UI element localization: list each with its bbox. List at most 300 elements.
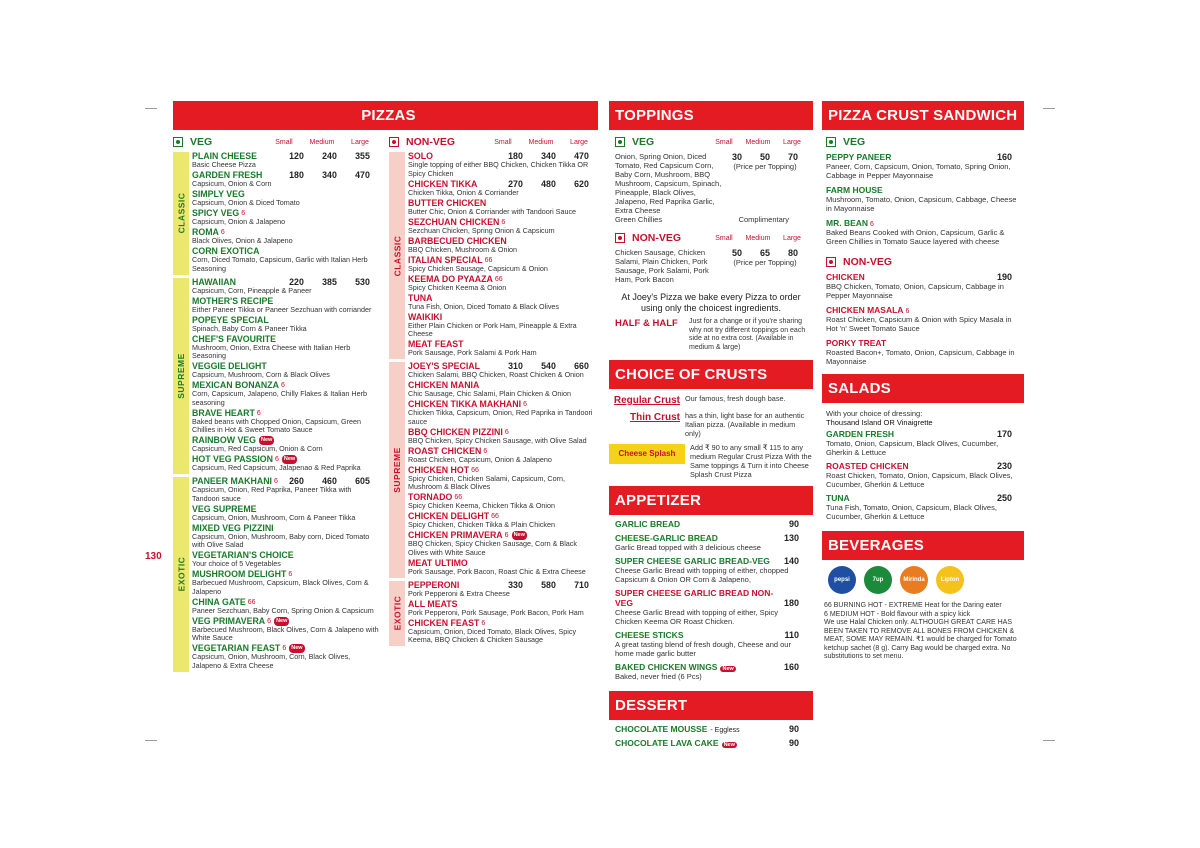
item-price: 230 — [996, 461, 1012, 471]
item-name: VEGETARIAN'S CHOICE — [192, 550, 294, 560]
salads-title: SALADS — [822, 374, 1024, 403]
pizza-section — [173, 278, 379, 475]
price: 620 — [574, 178, 589, 189]
crust-name: Regular Crust — [613, 395, 680, 406]
price: 605 — [355, 476, 370, 486]
tagline: At Joey's Pizza we bake every Pizza to order using only the choicest ingredients. — [621, 292, 801, 313]
menu-item — [408, 294, 598, 312]
price: 270 — [508, 178, 523, 189]
item-desc: Paneer, Corn, Capsicum, Onion, Tomato, Spring Onion, Cabbage in Pepper Mayonnaise — [826, 162, 1011, 180]
menu-item — [408, 340, 598, 358]
section-label: SUPREME — [389, 362, 405, 578]
price: 530 — [355, 276, 370, 287]
item-desc: BBQ Chicken, Spicy Chicken Sausage, Corn & Black Olives with White Sauce — [408, 539, 577, 557]
price: 340 — [322, 170, 337, 180]
menu-item — [192, 570, 379, 596]
menu-item — [408, 619, 598, 645]
half-half-label: HALF & HALF — [615, 318, 678, 329]
veg-mark-icon — [173, 137, 183, 147]
item-suffix: - Eggless — [710, 726, 740, 734]
nonveg-mark-icon — [615, 233, 625, 243]
new-badge: New — [722, 665, 734, 672]
item-name: POPEYE SPECIAL — [192, 314, 269, 325]
item-list — [189, 477, 379, 672]
pizza-section — [173, 152, 379, 275]
menu-item — [192, 247, 379, 273]
item-prices — [280, 171, 379, 180]
chili-icon: 6 — [274, 456, 279, 463]
nonveg-heading: NON-VEG — [406, 136, 456, 148]
menu-item — [192, 297, 379, 315]
item-price: 130 — [783, 532, 799, 543]
item-name: TUNA — [408, 292, 433, 303]
item-desc: Spicy Chicken Keema & Onion — [408, 282, 507, 292]
chili-icon: 6 — [905, 308, 910, 315]
item-desc: BBQ Chicken, Tomato, Onion, Capsicum, Cabbage in Pepper Mayonnaise — [826, 282, 1004, 300]
price: 710 — [574, 579, 589, 590]
menu-item — [192, 190, 379, 208]
item-name: PORKY TREAT — [826, 338, 887, 348]
menu-item — [826, 493, 1020, 521]
item-price: 190 — [996, 272, 1012, 282]
chili-icon: 6 — [281, 382, 285, 389]
item-desc: Butter Chic, Onion & Corriander with Tandoori Sauce — [408, 206, 577, 216]
menu-item — [408, 447, 598, 465]
item-name: ITALIAN SPECIAL — [408, 254, 483, 265]
menu-item — [615, 630, 807, 658]
menu-item — [192, 316, 379, 334]
item-name: PLAIN CHEESE — [192, 151, 258, 161]
item-desc: Capsicum, Onion, Mushroom, Baby corn, Diced Tomato with Olive Salad — [192, 531, 370, 549]
item-name: CHICKEN TIKKA — [408, 178, 478, 189]
menu-item — [408, 180, 598, 198]
item-name: BUTTER CHICKEN — [408, 197, 487, 208]
item-name: RAINBOW VEG — [192, 435, 257, 445]
item-name: BRAVE HEART — [192, 407, 255, 418]
menu-item — [192, 524, 379, 550]
menu-item — [192, 505, 379, 523]
veg-mark-icon — [615, 137, 625, 147]
item-desc: Baked, never fried (6 Pcs) — [615, 671, 702, 681]
item-name: MEAT FEAST — [408, 339, 464, 349]
item-desc: Cheese Garlic Bread with topping of either, Spicy Chicken Keema OR Roast Chicken. — [615, 607, 779, 626]
chili-icon: 6 — [481, 619, 486, 627]
price: 480 — [541, 178, 556, 189]
item-name: KEEMA DO PYAAZA — [408, 273, 493, 284]
crusts-title: CHOICE OF CRUSTS — [609, 360, 813, 389]
dessert-title: DESSERT — [609, 691, 813, 720]
item-name: MR. BEAN — [826, 218, 869, 228]
chili-icon: 66 — [491, 513, 499, 520]
item-desc: Roast Chicken, Capsicum, Onion & Jalapeno — [408, 454, 552, 464]
item-name: VEG SUPREME — [192, 503, 257, 514]
menu-item — [192, 455, 379, 473]
item-name: CHICKEN MANIA — [408, 380, 480, 390]
crust-desc: has a thin, light base for an authentic Italian pizza. (Available in medium only) — [685, 411, 805, 438]
menu-item — [408, 428, 598, 446]
menu-item — [615, 556, 807, 584]
item-desc: Chicken Tikka, Capsicum, Onion, Red Paprika in Tandoori sauce — [408, 408, 593, 426]
item-desc: Single topping of either BBQ Chicken, Chicken Tikka OR Spicy Chicken — [408, 160, 589, 178]
menu-item — [615, 724, 807, 734]
beverage-logo-icon: pepsi — [828, 566, 856, 594]
item-desc: Spicy Chicken, Chicken Tikka & Plain Chicken — [408, 520, 556, 529]
menu-item — [826, 185, 1020, 213]
menu-item — [615, 519, 807, 529]
price: 120 — [289, 151, 304, 161]
item-name: CORN EXOTICA — [192, 246, 260, 256]
item-name: TORNADO — [408, 492, 453, 502]
item-price: 250 — [996, 493, 1012, 503]
item-name: MIXED VEG PIZZINI — [192, 522, 274, 533]
item-desc: Either Plain Chicken or Pork Ham, Pineapple & Extra Cheese — [408, 320, 577, 338]
item-list — [189, 152, 379, 275]
menu-item — [192, 551, 379, 569]
item-desc: Chicken Salami, BBQ Chicken, Roast Chicken & Onion — [408, 370, 584, 379]
item-price: 90 — [788, 723, 799, 734]
new-badge: New — [291, 645, 303, 651]
price: 470 — [574, 151, 589, 161]
price: 240 — [322, 151, 337, 161]
crust-desc: Our famous, fresh dough base. — [685, 394, 786, 403]
menu-item — [408, 493, 598, 511]
menu-item — [192, 362, 379, 380]
item-name: ROASTED CHICKEN — [826, 461, 909, 471]
menu-item — [408, 152, 598, 178]
item-desc: BBQ Chicken, Mushroom & Onion — [408, 244, 518, 254]
item-name: PANEER MAKHANI — [192, 476, 272, 486]
chili-icon: 6 — [220, 229, 225, 236]
menu-item — [192, 381, 379, 407]
menu-item — [826, 338, 1020, 366]
item-name: ROAST CHICKEN — [408, 445, 482, 456]
item-list — [405, 362, 598, 578]
appetizer-title: APPETIZER — [609, 486, 813, 515]
item-name: JOEY'S SPECIAL — [408, 361, 480, 371]
item-name: CHINA GATE — [192, 596, 246, 607]
item-list — [405, 152, 598, 359]
item-name: ALL MEATS — [408, 598, 458, 609]
item-name: BARBECUED CHICKEN — [408, 235, 507, 246]
chili-icon: 66 — [454, 494, 463, 501]
section-label: CLASSIC — [173, 152, 189, 275]
price: 460 — [322, 476, 337, 486]
item-name: GARDEN FRESH — [192, 170, 263, 180]
item-name: CHICKEN DELIGHT — [408, 511, 490, 521]
chili-icon: 6 — [870, 221, 874, 228]
section-label: EXOTIC — [173, 477, 189, 672]
item-name: MOTHER'S RECIPE — [192, 295, 274, 306]
nonveg-pizza-column: NON-VEG Small Medium Large CLASSIC SOLO 180 340 470 Single topping of either BBQ Chicken, Chicken Tikka OR Spicy Chicken CHICKEN TIKKA 270 480 620 Chicken Tikka, Onion & Corriander BUTTER CHICKEN Butter Chic, Onion & Corriander with Tandoori Sauce SEZCHUAN CHICKEN 6 Sezchuan Chicken, Spring Onion & Capsicum BARBECUED CHICKEN BBQ Chicken, Mushroom & Onion ITALIAN SPECIAL 66 Spicy Chicken Sausage, Capsicum & Onion KEEMA DO PYAAZA 66 Spicy Chicken Keema & Onion TUNA Tuna Fish, Onion, Diced Tomato & Black Olives WAIKIKI Either Plain Chicken or Pork Ham, Pineapple & Extra Cheese MEAT FEAST Pork Sausage, Pork Salami & Pork Ham SUPREME JOEY'S SPECIAL 310 540 660 Chicken Salami, BBQ Chicken, Roast Chicken & Onion CHICKEN MANIA Chic Sausage, Chic Salami, Plain Chicken & Onion CHICKEN TIKKA MAKHANI 6 Chicken Tikka, Capsicum, Onion, Red Paprika in Tandoori sauce BBQ CHICKEN PIZZINI 6 BBQ Chicken, Spicy Chicken Sausage, with Olive Salad ROAST CHICKEN 6 Roast Chicken, Capsicum, Onion & Jalapeno CHICKEN HOT 66 Spicy Chicken, Chicken Salami, Capsicum, Corn, Mushroom & Black Olives TORNADO 66 Spicy Chicken Keema, Chicken Tikka & Onion CHICKEN DELIGHT 66 Spicy Chicken, Chicken Tikka & Plain Chicken CHICKEN PRIMAVERA 6 New BBQ Chicken, Spicy Chicken Sausage, Corn & Black Olives with White Sauce MEAT ULTIMO Pork Sausage, Pork Bacon, Roast Chic & Extra Cheese EXOTIC PEPPERONI 330 580 710 Pork Pepperoni & Extra Cheese ALL MEATS Pork Pepperoni, Pork Sausage, Pork Bacon, Pork Ham CHICKEN FEAST 6 Capsicum, Onion, Diced Tomato, Black Olives, Spicy Keema, BBQ Chicken & Chicken Sausage — [389, 130, 598, 675]
item-desc: Baked Beans Cooked with Onion, Capsicum, Garlic & Green Chillies in Tomato Sauce layered with cheese — [826, 228, 1005, 246]
menu-item — [408, 466, 598, 492]
item-name: HAWAIIAN — [192, 276, 236, 287]
item-desc: Roast Chicken, Tomato, Onion, Capsicum, Black Olives, Cucumber, Gherkin & Lettuce — [826, 471, 1013, 489]
item-list — [189, 278, 379, 475]
menu-item — [408, 400, 598, 426]
menu-item — [408, 275, 598, 293]
chili-icon: 6 — [267, 617, 272, 625]
new-badge: New — [513, 532, 525, 538]
item-name: SEZCHUAN CHICKEN — [408, 216, 500, 227]
chili-icon: 66 — [484, 256, 493, 264]
menu-item — [826, 429, 1020, 457]
chili-icon: 66 — [247, 598, 256, 606]
menu-item — [192, 278, 379, 296]
section-label: EXOTIC — [389, 581, 405, 647]
item-name: CHEESE STICKS — [615, 629, 684, 640]
item-desc: Chic Sausage, Chic Salami, Plain Chicken & Onion — [408, 389, 571, 398]
pizza-section — [173, 477, 379, 672]
chili-icon: 6 — [282, 645, 287, 652]
new-badge: New — [261, 437, 273, 443]
item-name: CHEESE-GARLIC BREAD — [615, 532, 718, 543]
item-name: GARLIC BREAD — [615, 518, 681, 529]
veg-mark-icon — [826, 137, 836, 147]
pizza-section — [389, 152, 598, 359]
beverage-logo-icon: Mirinda — [900, 566, 928, 594]
menu-item — [192, 152, 379, 170]
item-price: 90 — [788, 518, 799, 529]
item-name: CHEF'S FAVOURITE — [192, 333, 277, 344]
item-name: BAKED CHICKEN WINGS — [615, 661, 718, 672]
item-name: CHICKEN FEAST — [408, 617, 480, 628]
chili-icon: 6 — [241, 210, 246, 217]
item-price: 170 — [996, 429, 1012, 439]
menu-item — [826, 218, 1020, 246]
new-badge: New — [276, 617, 288, 624]
item-desc: Spinach, Baby Corn & Paneer Tikka — [192, 323, 307, 333]
item-name: FARM HOUSE — [826, 185, 883, 195]
menu-item — [408, 531, 598, 557]
item-name: SPICY VEG — [192, 208, 240, 218]
price: 340 — [541, 151, 556, 161]
menu-item — [615, 588, 807, 626]
item-name: SUPER CHEESE GARLIC BREAD NON-VEG — [615, 587, 774, 608]
pizza-section — [389, 362, 598, 578]
item-desc: Pork Sausage, Pork Salami & Pork Ham — [408, 348, 537, 357]
item-desc: Capsicum, Onion, Red Paprika, Paneer Tikka with Tandoori sauce — [192, 485, 352, 503]
footnotes: 66 BURNING HOT - EXTREME Heat for the Daring eater 6 MEDIUM HOT - Bold flavour with a spicy kick We use Halal Chicken only. ALTHOUGH GREAT CARE HAS BEEN TAKEN TO REMOVE ALL BONES FROM CHICKEN & MEAT, SOME MAY REMAIN. ₹1 would be charged for Tomato ketchup sachet (8 g). Carry Bag would be charged extra. No substitutions to set menu. — [824, 602, 1017, 660]
item-desc: Mushroom, Onion, Extra Cheese with Italian Herb Seasoning — [192, 342, 351, 360]
item-desc: Pork Pepperoni & Extra Cheese — [408, 588, 510, 598]
item-price: 180 — [783, 597, 799, 608]
menu-item — [192, 209, 379, 227]
menu-item — [826, 461, 1020, 489]
item-desc: Capsicum, Onion & Jalapeno — [192, 217, 286, 226]
nonveg-toppings-list: Chicken Sausage, Chicken Salami, Plain Chicken, Pork Sausage, Pork Salami, Pork Ham, Pork Bacon — [615, 248, 709, 284]
price: 330 — [508, 579, 523, 590]
menu-item — [192, 171, 379, 189]
price: 470 — [355, 170, 370, 180]
item-name: TUNA — [826, 493, 850, 503]
menu-item — [615, 533, 807, 552]
chili-icon: 6 — [504, 428, 509, 436]
price: 310 — [508, 361, 523, 371]
item-price: 160 — [996, 152, 1012, 162]
chili-icon: 66 — [494, 275, 503, 283]
chili-icon: 6 — [501, 218, 506, 226]
sandwich-title: PIZZA CRUST SANDWICH — [822, 101, 1024, 130]
toppings-title: TOPPINGS — [609, 101, 813, 130]
item-name: CHICKEN — [826, 272, 865, 282]
item-desc: Capsicum, Corn, Pineapple & Paneer — [192, 285, 312, 295]
item-desc: Garlic Bread topped with 3 delicious cheese — [615, 542, 761, 552]
chili-icon: 6 — [274, 478, 278, 485]
item-desc: Tomato, Onion, Capsicum, Black Olives, Cucumber, Gherkin & Lettuce — [826, 439, 999, 457]
item-desc: Spicy Chicken Sausage, Capsicum & Onion — [408, 263, 548, 273]
price: 220 — [289, 276, 304, 287]
item-name: MEXICAN BONANZA — [192, 380, 279, 390]
item-list — [405, 581, 598, 647]
crust-name: Cheese Splash — [609, 444, 685, 464]
item-desc: Roasted Bacon+, Tomato, Onion, Capsicum, Cabbage in Mayonnaise — [826, 348, 1015, 366]
item-name: CHICKEN PRIMAVERA — [408, 530, 503, 540]
item-desc: Tuna Fish, Tomato, Onion, Capsicum, Black Olives, Cucumber, Gherkin & Lettuce — [826, 503, 997, 521]
item-desc: Capsicum, Onion & Diced Tomato — [192, 198, 300, 207]
item-price: 140 — [783, 555, 799, 566]
item-name: VEGETARIAN FEAST — [192, 643, 281, 653]
price: 180 — [289, 170, 304, 180]
price: 580 — [541, 579, 556, 590]
menu-item — [192, 409, 379, 435]
item-desc: Capsicum, Onion & Corn — [192, 179, 272, 188]
item-price: 160 — [783, 661, 799, 672]
menu-item — [826, 272, 1020, 300]
half-half-desc: Just for a change or if you're sharing why not try different toppings on each side at no extra cost. (Available in medium & large) — [689, 318, 806, 351]
item-name: CHOCOLATE LAVA CAKE — [615, 737, 719, 748]
beverages-title: BEVERAGES — [822, 531, 1024, 560]
nonveg-mark-icon — [389, 137, 399, 147]
item-desc: Corn, Diced Tomato, Capsicum, Garlic with Italian Herb Seasoning — [192, 255, 368, 273]
chili-icon: 66 — [471, 466, 479, 474]
chili-icon: 6 — [256, 409, 261, 417]
item-prices — [280, 152, 379, 161]
chili-icon: 6 — [504, 532, 509, 539]
crust-item — [609, 444, 813, 479]
price: 260 — [289, 476, 304, 486]
price: 180 — [508, 151, 523, 161]
middle-column: TOPPINGS VEG Small Medium Large Onion, Spring Onion, Diced Tomato, Red Capsicum Corn, Baby Corn, Mushroom, BBQ Mushroom, Capsicum, Spinach, Pineapple, Black Olives, Jalapeno, Red Paprika Garlic, Extra Cheese 30 50 70 (Price per Topping) Green Chillies Complimentary NON-VEG Small Medium Large Chicken Sausage, Chicken Salami, Plain Chicken, Pork Sausage, Pork Salami, Pork Ham, Pork Bacon 50 65 80 (Price per Topping) At Joey's Pizza we bake every Pizza to order using only the choicest ingredients. HALF & HALF Just for a change or if you're sharing why not try different toppings on each side at no extra cost. (Available in medium & large) CHOICE OF CRUSTS Regular Crust Our famous, fresh dough base. Thin Crust has a thin, light base for an authentic Italian pizza. (Available in medium only) Cheese Splash Add ₹ 90 to any small ₹ 115 to any medium Regular Crust Pizza With the Same toppings & Turn it into Cheese Splash Crust Pizza APPETIZER GARLIC BREAD 90 CHEESE-GARLIC BREAD 130 Garlic Bread topped with 3 delicious cheese SUPER CHEESE GARLIC BREAD-VEG 140 Cheese Garlic Bread with topping of either, chopped Capsicum & Onion OR Corn & Jalapeno, SUPER CHEESE GARLIC BREAD NON-VEG 180 Cheese Garlic Bread with topping of either, Spicy Chicken Keema OR Roast Chicken. CHEESE STICKS 110 A great tasting blend of fresh dough, Cheese and our home made garlic butter BAKED CHICKEN WINGS New 160 Baked, never fried (6 Pcs) DESSERT CHOCOLATE MOUSSE - Eggless 90 CHOCOLATE LAVA CAKE New 90 — [609, 101, 813, 756]
menu-item — [826, 305, 1020, 333]
price: 355 — [355, 151, 370, 161]
beverage-logo-icon: Lipton — [936, 566, 964, 594]
item-desc: Chicken Tikka, Onion & Corriander — [408, 187, 519, 197]
item-price: 90 — [788, 737, 799, 748]
menu-item — [408, 218, 598, 236]
new-badge: New — [723, 741, 735, 748]
item-name: HOT VEG PASSION — [192, 454, 273, 464]
menu-item — [192, 477, 379, 503]
menu-item — [408, 313, 598, 339]
menu-item — [615, 662, 807, 681]
section-label: CLASSIC — [389, 152, 405, 359]
price: 540 — [541, 361, 556, 371]
item-desc: Capsicum, Red Capsicum, Jalapenao & Red Paprika — [192, 463, 361, 472]
pizzas-section — [173, 101, 598, 675]
item-name: VEG PRIMAVERA — [192, 615, 266, 626]
chili-icon: 6 — [483, 447, 488, 455]
item-desc: Roast Chicken, Capsicum & Onion with Spicy Masala in Hot 'n' Sweet Tomato Sauce — [826, 315, 1012, 333]
item-name: PEPPY PANEER — [826, 152, 892, 162]
item-desc: BBQ Chicken, Spicy Chicken Sausage, with Olive Salad — [408, 435, 587, 445]
item-desc: Capsicum, Mushroom, Corn & Black Olives — [192, 370, 330, 379]
item-name: CHICKEN TIKKA MAKHANI — [408, 399, 522, 409]
item-desc: Capsicum, Onion, Mushroom, Corn, Black Olives, Jalapeno & Extra Cheese — [192, 652, 351, 670]
pizza-section — [389, 581, 598, 647]
beverage-logo-icon: 7up — [864, 566, 892, 594]
item-desc: Basic Cheese Pizza — [192, 160, 256, 169]
item-desc: Baked beans with Chopped Onion, Capsicum, Green Chillies in Hot & Sweet Tomato Sauce — [192, 416, 362, 434]
section-label: SUPREME — [173, 278, 189, 475]
menu-item — [408, 581, 598, 599]
item-desc: Barbecued Mushroom, Black Olives, Corn & Jalapeno with White Sauce — [192, 624, 379, 642]
item-name: BBQ CHICKEN PIZZINI — [408, 426, 503, 437]
item-desc: Capsicum, Onion, Mushroom, Corn & Paneer Tikka — [192, 512, 356, 522]
item-name: PEPPERONI — [408, 579, 460, 590]
menu-item — [192, 617, 379, 643]
menu-item — [192, 228, 379, 246]
menu-item — [826, 152, 1020, 180]
menu-item — [192, 335, 379, 361]
menu-item — [408, 237, 598, 255]
page-number: 130 — [145, 551, 162, 562]
item-desc: Paneer Sezchuan, Baby Corn, Spring Onion & Capsicum — [192, 605, 374, 615]
menu-item — [192, 436, 379, 454]
item-name: WAIKIKI — [408, 311, 443, 322]
item-price: 110 — [784, 629, 799, 640]
price: 385 — [322, 276, 337, 287]
item-desc: Pork Sausage, Pork Bacon, Roast Chic & Extra Cheese — [408, 566, 586, 576]
crust-name: Thin Crust — [630, 412, 680, 423]
veg-heading: VEG — [190, 136, 213, 148]
item-name: CHICKEN MASALA — [826, 305, 904, 315]
crust-item — [609, 412, 813, 438]
item-name: GARDEN FRESH — [826, 429, 895, 439]
menu-item — [408, 559, 598, 577]
item-desc: Either Paneer Tikka or Paneer Sezchuan with corriander — [192, 304, 372, 314]
menu-item — [615, 738, 807, 748]
item-desc: Tuna Fish, Onion, Diced Tomato & Black Olives — [408, 301, 559, 311]
item-desc: Cheese Garlic Bread with topping of either, chopped Capsicum & Onion OR Corn & Jalapeno, — [615, 565, 789, 584]
item-desc: Pork Pepperoni, Pork Sausage, Pork Bacon, Pork Ham — [408, 607, 584, 617]
pizzas-title: PIZZAS — [173, 101, 598, 130]
item-name: CHICKEN HOT — [408, 464, 470, 475]
item-desc: Corn, Capsicum, Jalapeno, Chilly Flakes & Italian Herb seasoning — [192, 389, 367, 407]
menu-item — [408, 199, 598, 217]
new-badge: New — [283, 456, 296, 462]
item-name: ROMA — [192, 227, 219, 237]
menu-item — [408, 600, 598, 618]
chili-icon: 6 — [523, 401, 527, 408]
menu-item — [192, 598, 379, 616]
item-name: SUPER CHEESE GARLIC BREAD-VEG — [615, 555, 770, 566]
veg-toppings-list: Onion, Spring Onion, Diced Tomato, Red Capsicum Corn, Baby Corn, Mushroom, BBQ Mushroom, Capsicum, Spinach, Pineapple, Black Olives, Jalapeno, Red Paprika Garlic, Extra Cheese — [615, 152, 722, 215]
crust-item — [609, 395, 813, 406]
right-column: PIZZA CRUST SANDWICH VEG PEPPY PANEER 160 Paneer, Corn, Capsicum, Onion, Tomato, Spring Onion, Cabbage in Pepper Mayonnaise FARM HOUSE Mushroom, Tomato, Onion, Capsicum, Cabbage, Cheese in Mayonnaise MR. BEAN 6 Baked Beans Cooked with Onion, Capsicum, Garlic & Green Chillies in Tomato Sauce layered with cheese NON-VEG CHICKEN 190 BBQ Chicken, Tomato, Onion, Capsicum, Cabbage in Pepper Mayonnaise CHICKEN MASALA 6 Roast Chicken, Capsicum & Onion with Spicy Masala in Hot 'n' Sweet Tomato Sauce PORKY TREAT Roasted Bacon+, Tomato, Onion, Capsicum, Cabbage in Mayonnaise SALADS With your choice of dressing: Thousand Island OR Vinaigrette GARDEN FRESH 170 Tomato, Onion, Capsicum, Black Olives, Cucumber, Gherkin & Lettuce ROASTED CHICKEN 230 Roast Chicken, Tomato, Onion, Capsicum, Black Olives, Cucumber, Gherkin & Lettuce TUNA 250 Tuna Fish, Tomato, Onion, Capsicum, Black Olives, Cucumber, Gherkin & Lettuce BEVERAGES pepsi 7up Mirinda Lipton 66 BURNING HOT - EXTREME Heat for the Daring eater 6 MEDIUM HOT - Bold flavour with a spicy kick We use Halal Chicken only. ALTHOUGH GREAT CARE HAS BEEN TAKEN TO REMOVE ALL BONES FROM CHICKEN & MEAT, SOME MAY REMAIN. ₹1 would be charged for Tomato ketchup sachet (8 g). Carry Bag would be charged extra. No substitutions to set menu. — [822, 101, 1024, 662]
item-desc: Sezchuan Chicken, Spring Onion & Capsicum — [408, 225, 555, 235]
crust-desc: Add ₹ 90 to any small ₹ 115 to any medium Regular Crust Pizza With the Same toppings & Turn it into Cheese Splash Crust Pizza — [690, 443, 812, 479]
item-desc: Your choice of 5 Vegetables — [192, 559, 281, 568]
item-desc: Black Olives, Onion & Jalapeno — [192, 236, 293, 245]
item-desc: Capsicum, Red Capsicum, Onion & Corn — [192, 444, 323, 453]
chili-icon: 6 — [288, 571, 293, 578]
item-name: MEAT ULTIMO — [408, 557, 468, 568]
item-prices — [499, 581, 598, 590]
price: 660 — [574, 361, 589, 371]
veg-pizza-column: VEG Small Medium Large CLASSIC PLAIN CHEESE 120 240 355 Basic Cheese Pizza GARDEN FRESH 180 340 470 Capsicum, Onion & Corn SIMPLY VEG Capsicum, Onion & Diced Tomato SPICY VEG 6 Capsicum, Onion & Jalapeno ROMA 6 Black Olives, Onion & Jalapeno CORN EXOTICA Corn, Diced Tomato, Capsicum, Garlic with Italian Herb Seasoning SUPREME HAWAIIAN 220 385 530 Capsicum, Corn, Pineapple & Paneer MOTHER'S RECIPE Either Paneer Tikka or Paneer Sezchuan with corriander POPEYE SPECIAL Spinach, Baby Corn & Paneer Tikka CHEF'S FAVOURITE Mushroom, Onion, Extra Cheese with Italian Herb Seasoning VEGGIE DELIGHT Capsicum, Mushroom, Corn & Black Olives MEXICAN BONANZA 6 Corn, Capsicum, Jalapeno, Chilly Flakes & Italian Herb seasoning BRAVE HEART 6 Baked beans with Chopped Onion, Capsicum, Green Chillies in Hot & Sweet Tomato Sauce RAINBOW VEG New Capsicum, Red Capsicum, Onion & Corn HOT VEG PASSION 6 New Capsicum, Red Capsicum, Jalapenao & Red Paprika EXOTIC PANEER MAKHANI 6 260 460 605 Capsicum, Onion, Red Paprika, Paneer Tikka with Tandoori sauce VEG SUPREME Capsicum, Onion, Mushroom, Corn & Paneer Tikka MIXED VEG PIZZINI Capsicum, Onion, Mushroom, Baby corn, Diced Tomato with Olive Salad VEGETARIAN'S CHOICE Your choice of 5 Vegetables MUSHROOM DELIGHT 6 Barbecued Mushroom, Capsicum, Black Olives, Corn & Jalapeno CHINA GATE 66 Paneer Sezchuan, Baby Corn, Spring Onion & Capsicum VEG PRIMAVERA 6 New Barbecued Mushroom, Black Olives, Corn & Jalapeno with White Sauce VEGETARIAN FEAST 6 New Capsicum, Onion, Mushroom, Corn, Black Olives, Jalapeno & Extra Cheese — [173, 130, 379, 675]
item-desc: A great tasting blend of fresh dough, Cheese and our home made garlic butter — [615, 639, 791, 658]
